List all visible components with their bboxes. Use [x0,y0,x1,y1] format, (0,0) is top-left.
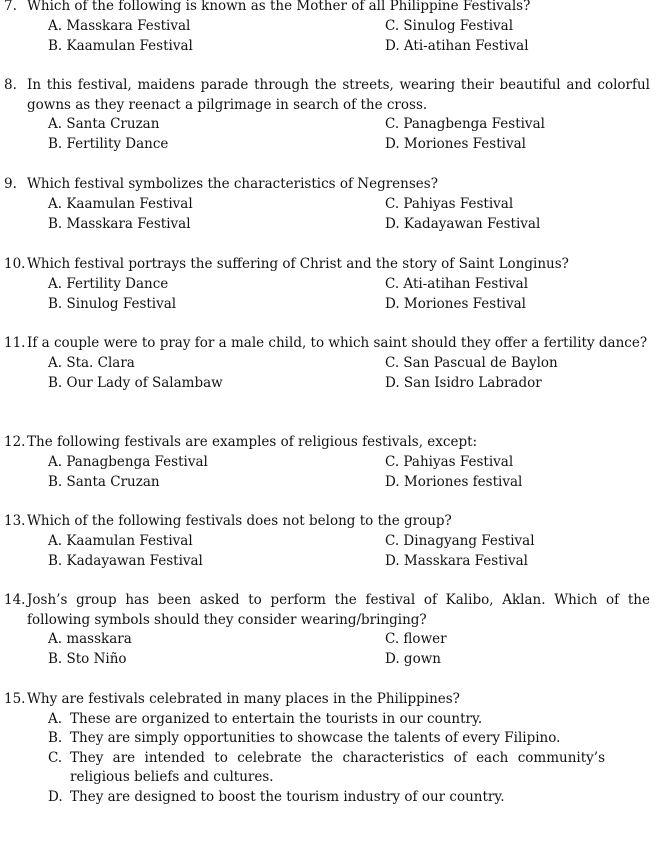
question-stem: In this festival, maidens parade through the streets, wearing their beautiful and colorful gowns as they reenact a pilgrimage in search of the cross. [27,77,650,113]
option-a: A. Masskara Festival [48,17,191,34]
option-c: C. Sinulog Festival [385,17,514,34]
answer-options [0,354,650,393]
question-8 [0,76,650,154]
question-stem: The following festivals are examples of religious festivals, except: [27,434,478,450]
option-d: D. Masskara Festival [385,552,528,569]
question-stem: Which of the following is known as the Mother of all Philippine Festivals? [27,0,531,14]
option-c: C. Pahiyas Festival [385,195,514,212]
option-a [0,710,605,730]
question-7 [0,0,650,56]
option-a: A. Panagbenga Festival [48,453,208,470]
option-d: D. Ati-atihan Festival [385,37,529,54]
question-stem: If a couple were to pray for a male child, to which saint should they offer a fertility dance? [27,335,648,351]
option-a: A. Sta. Clara [48,354,135,371]
option-b: B. Fertility Dance [48,136,169,152]
question-number: 15. [4,691,26,707]
option-a: A. masskara [48,631,132,647]
answer-options [0,710,650,808]
option-b: B. Sinulog Festival [48,295,177,312]
question-number: 10. [4,256,26,272]
answer-options [0,195,650,234]
question-11 [0,334,650,393]
answer-options [0,453,650,492]
option-text: They are designed to boost the tourism industry of our country. [70,788,505,805]
question-stem: Josh’s group has been asked to perform the festival of Kalibo, Aklan. Which of the following symbols should they consider wearing/bringing? [27,592,650,628]
question-stem: Which festival symbolizes the characteristics of Negrenses? [27,176,438,192]
option-letter: D. [48,788,63,805]
option-b: B. Kadayawan Festival [48,552,203,569]
question-number: 12. [4,434,26,450]
question-number: 8. [4,77,17,93]
option-c: C. Pahiyas Festival [385,453,514,470]
question-15 [0,690,650,807]
option-c: C. Ati-atihan Festival [385,275,529,292]
option-a: A. Kaamulan Festival [48,195,193,212]
option-b: B. Santa Cruzan [48,473,160,490]
question-number: 14. [4,592,26,608]
question-13 [0,512,650,571]
question-stem: Which of the following festivals does not belong to the group? [27,513,452,529]
question-stem: Which festival portrays the suffering of Christ and the story of Saint Longinus? [27,256,569,272]
option-c [0,749,605,788]
option-text: These are organized to entertain the tourists in our country. [70,710,483,727]
option-letter: B. [48,730,63,746]
option-b: B. Sto Niño [48,651,127,667]
option-b: B. Kaamulan Festival [48,37,193,54]
option-d [0,788,605,808]
option-letter: C. [48,749,63,766]
option-d: D. Moriones Festival [385,136,526,152]
question-number: 13. [4,513,26,529]
option-text: They are simply opportunities to showcase the talents of every Filipino. [70,730,561,746]
option-b: B. Masskara Festival [48,215,191,232]
option-b [0,729,605,749]
question-number: 9. [4,176,17,192]
option-c: C. San Pascual de Baylon [385,354,558,371]
answer-options [0,630,650,669]
option-d: D. Moriones Festival [385,295,526,312]
answer-options [0,17,650,56]
question-9 [0,175,650,234]
option-a: A. Fertility Dance [48,275,169,292]
option-c: C. Panagbenga Festival [385,116,545,132]
option-d: D. gown [385,651,441,667]
question-14 [0,591,650,669]
option-c: C. flower [385,631,447,647]
question-number: 7. [4,0,17,14]
answer-options [0,275,650,314]
answer-options [0,115,650,154]
answer-options [0,532,650,571]
option-d: D. Moriones festival [385,473,523,490]
question-stem: Why are festivals celebrated in many places in the Philippines? [27,691,460,707]
question-12 [0,433,650,492]
option-a: A. Santa Cruzan [48,116,160,132]
option-b: B. Our Lady of Salambaw [48,374,223,391]
question-number: 11. [4,335,26,351]
question-10 [0,255,650,314]
option-c: C. Dinagyang Festival [385,532,535,549]
option-text: They are intended to celebrate the characteristics of each community’s religious beliefs and cultures. [70,749,605,785]
option-a: A. Kaamulan Festival [48,532,193,549]
option-d: D. San Isidro Labrador [385,374,542,391]
option-letter: A. [48,710,63,727]
option-d: D. Kadayawan Festival [385,215,541,232]
